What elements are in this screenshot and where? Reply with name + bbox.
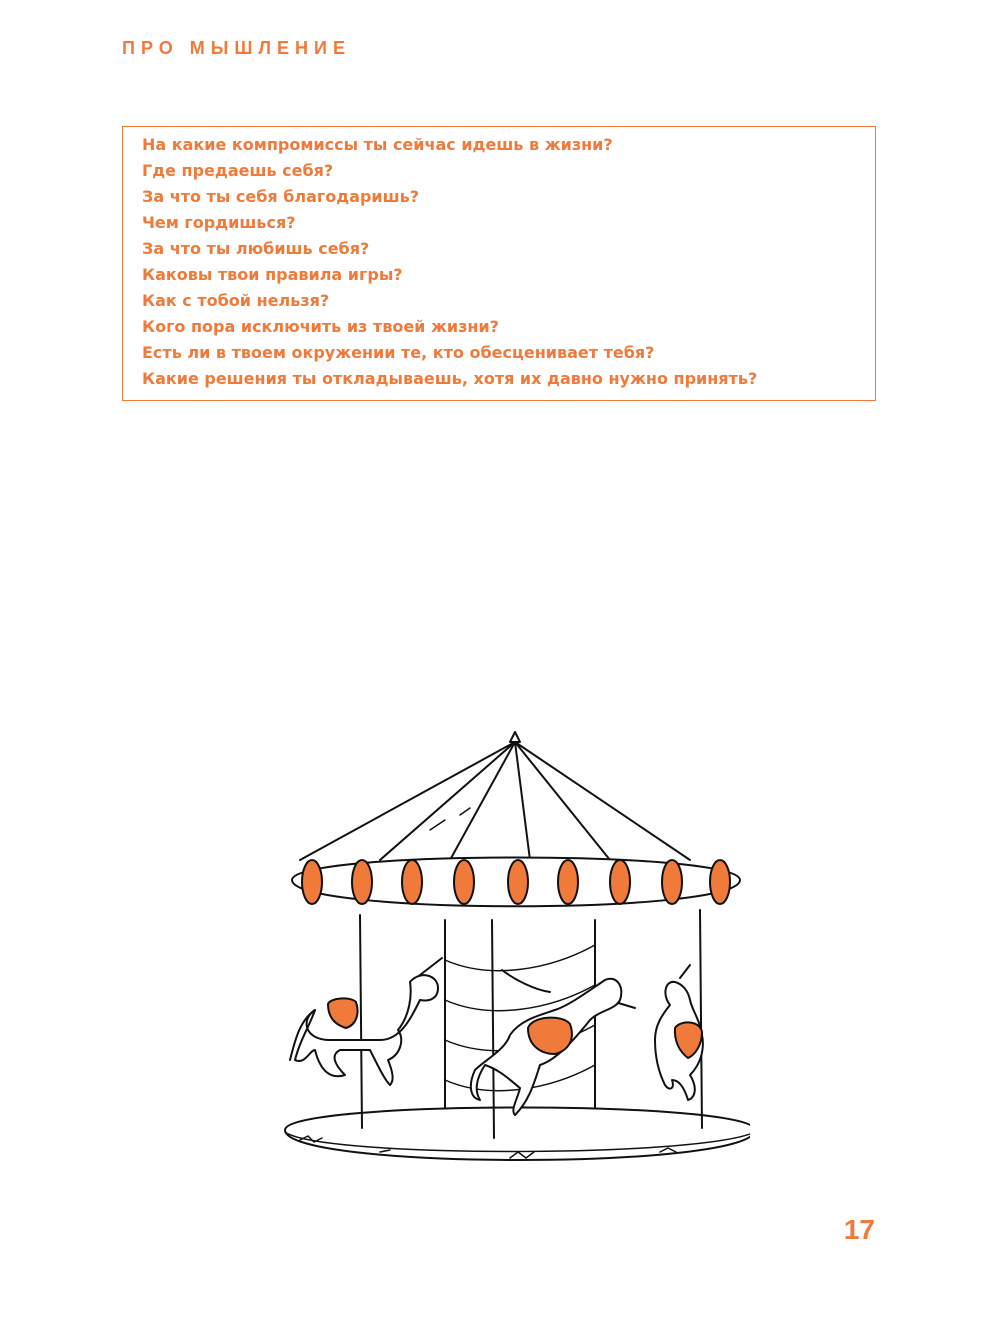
page-number: 17	[843, 1214, 875, 1245]
questions-box	[122, 126, 876, 401]
question-item: Какие решения ты откладываешь, хотя их давно нужно принять?	[142, 369, 758, 388]
question-item: За что ты себя благодаришь?	[142, 187, 420, 206]
question-item: За что ты любишь себя?	[142, 239, 370, 258]
unicorn-figure	[290, 958, 442, 1085]
questions-list	[142, 132, 875, 392]
carousel-lamps	[302, 860, 730, 904]
question-item: Чем гордишься?	[142, 213, 296, 232]
question-item: Есть ли в твоем окружении те, кто обесценивает тебя?	[142, 343, 655, 362]
carousel-roof	[300, 732, 690, 860]
carousel-pole	[700, 910, 702, 1128]
question-item: Где предаешь себя?	[142, 161, 334, 180]
unicorn-figure	[655, 965, 703, 1100]
question-item: Как с тобой нельзя?	[142, 291, 330, 310]
question-item: Каковы твои правила игры?	[142, 265, 403, 284]
carousel-illustration	[270, 720, 750, 1180]
section-title: ПРО МЫШЛЕНИЕ	[122, 38, 351, 58]
question-item: Кого пора исключить из твоей жизни?	[142, 317, 499, 336]
question-item: На какие компромиссы ты сейчас идешь в жизни?	[142, 135, 613, 154]
carousel-pole	[360, 915, 362, 1128]
